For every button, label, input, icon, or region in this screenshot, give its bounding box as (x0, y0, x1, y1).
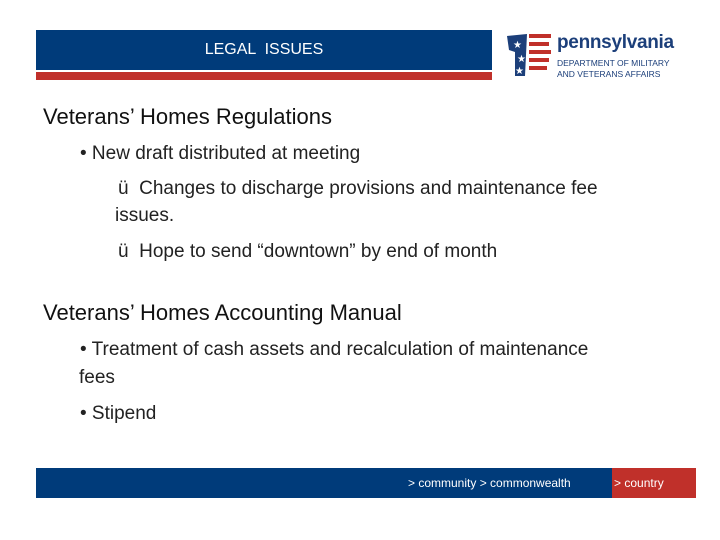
svg-text:★: ★ (517, 54, 526, 65)
svg-text:★: ★ (513, 40, 522, 51)
slide-title: LEGAL ISSUES (204, 41, 324, 58)
check-item-cont: issues. (115, 205, 175, 226)
banner-stripe (36, 72, 492, 80)
footer-tagline: > community > commonwealth (408, 476, 571, 490)
check-item: ü Changes to discharge provisions and maintenance fee (118, 178, 598, 199)
svg-text:★: ★ (515, 66, 524, 77)
pa-logo (505, 32, 695, 80)
footer-tagline-country: > country (614, 476, 664, 490)
check-item: ü Hope to send “downtown” by end of month (118, 241, 498, 262)
section-heading: Veterans’ Homes Regulations (43, 104, 333, 129)
bullet-item: • New draft distributed at meeting (80, 143, 361, 164)
logo-wordmark: pennsylvania (557, 32, 674, 53)
title-banner (36, 30, 492, 70)
flag-keystone-icon (505, 32, 553, 78)
bullet-item-cont: fees (79, 367, 115, 388)
bullet-item: • Treatment of cash assets and recalculation of maintenance (80, 339, 589, 360)
bullet-item: • Stipend (80, 403, 157, 424)
logo-line2: AND VETERANS AFFAIRS (557, 69, 661, 79)
section-heading: Veterans’ Homes Accounting Manual (43, 300, 402, 325)
logo-line1: DEPARTMENT OF MILITARY (557, 58, 670, 68)
